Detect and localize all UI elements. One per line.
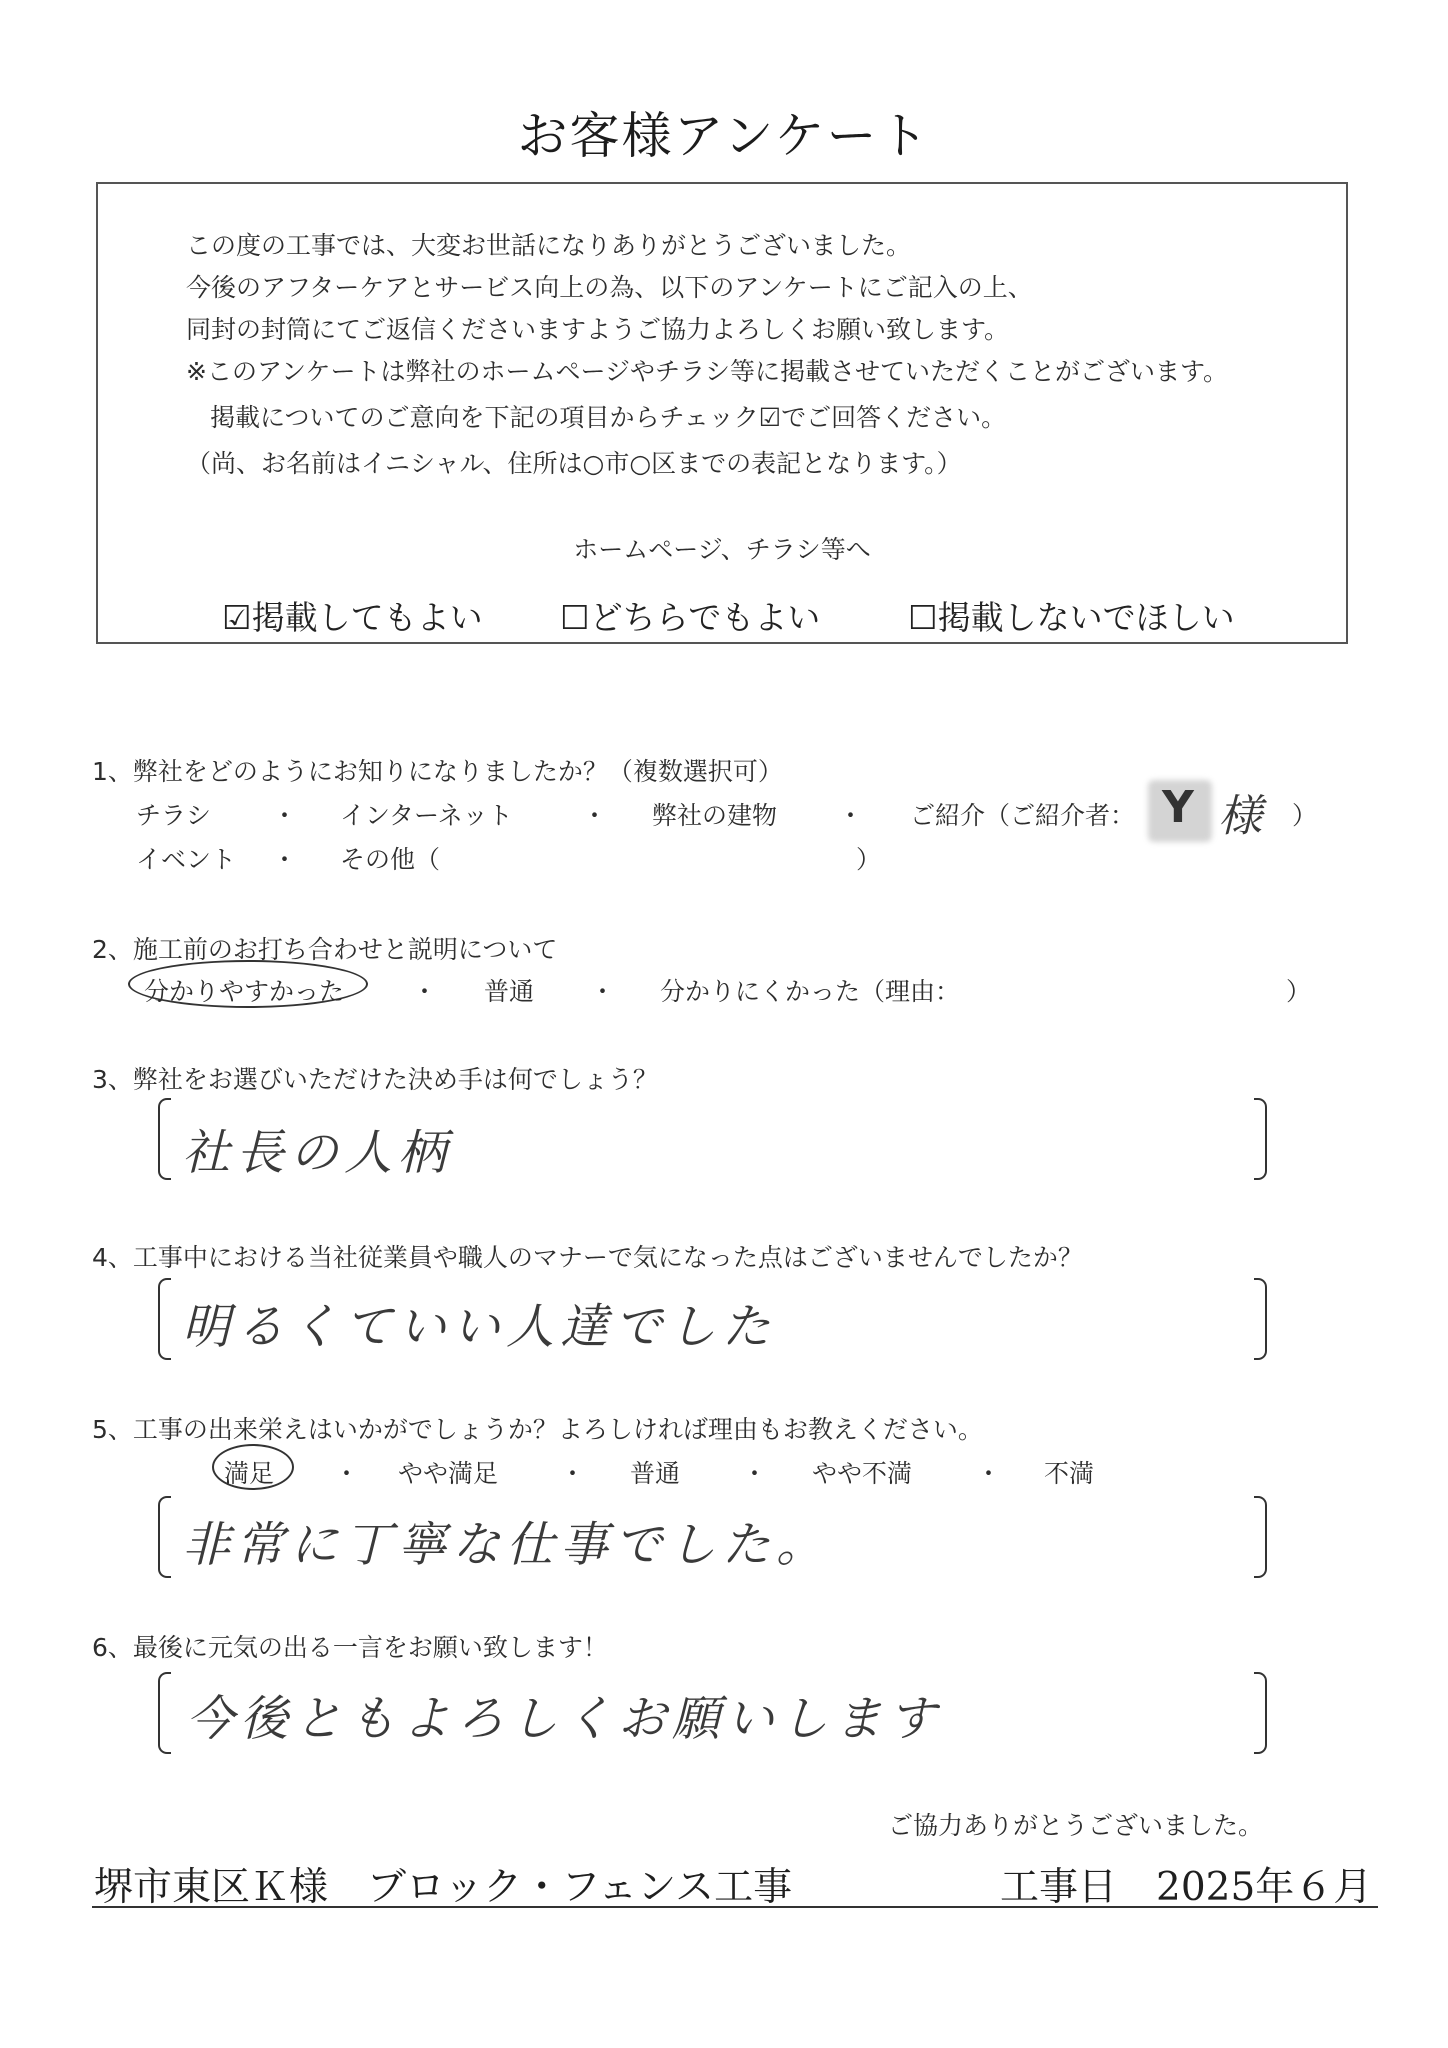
intro-line: 掲載についてのご意向を下記の項目からチェック☑でご回答ください。	[210, 403, 1007, 432]
q2-option-clear[interactable]: 分かりやすかった	[144, 977, 345, 1006]
q5-option-somewhat-dissatisfied[interactable]: やや不満	[812, 1459, 913, 1488]
q1-option-flyer[interactable]: チラシ	[136, 801, 212, 830]
answer-bracket-left	[158, 1278, 171, 1360]
q5-option-somewhat-satisfied[interactable]: やや満足	[398, 1459, 499, 1488]
q1-paren-close: ）	[856, 845, 882, 874]
q1-separator: ・	[272, 801, 298, 830]
q2-separator: ・	[590, 977, 616, 1006]
q2-separator: ・	[412, 977, 438, 1006]
footer-customer: 堺市東区Ｋ様 ブロック・フェンス工事	[94, 1865, 793, 1910]
q1-option-other[interactable]: その他（	[340, 845, 441, 874]
q1-option-internet[interactable]: インターネット	[340, 801, 513, 830]
q1-separator: ・	[838, 801, 864, 830]
q1-referrer-suffix: 様	[1218, 791, 1268, 842]
publish-heading: ホームページ、チラシ等へ	[573, 535, 871, 564]
intro-line: 同封の封筒にてご返信くださいますようご協力よろしくお願い致します。	[186, 315, 1010, 344]
q5-option-dissatisfied[interactable]: 不満	[1044, 1459, 1095, 1488]
q1-option-referral[interactable]: ご紹介（ご紹介者：	[910, 801, 1136, 830]
question-4: 4、工事中における当社従業員や職人のマナーで気になった点はございませんでしたか？	[92, 1243, 1083, 1272]
q2-option-normal[interactable]: 普通	[484, 977, 535, 1006]
q5-separator: ・	[976, 1459, 1002, 1488]
thanks-text: ご協力ありがとうございました。	[888, 1811, 1264, 1840]
q2-option-unclear[interactable]: 分かりにくかった（理由：	[660, 977, 961, 1006]
q4-answer: 明るくていい人達でした	[182, 1299, 777, 1355]
q1-option-event[interactable]: イベント	[136, 845, 237, 874]
question-1: 1、弊社をどのようにお知りになりましたか？（複数選択可）	[92, 757, 783, 786]
q2-paren-close: ）	[1286, 977, 1312, 1006]
q1-separator: ・	[582, 801, 608, 830]
q5-option-normal[interactable]: 普通	[630, 1459, 681, 1488]
intro-line: 今後のアフターケアとサービス向上の為、以下のアンケートにご記入の上、	[186, 273, 1033, 302]
answer-bracket-right	[1254, 1278, 1267, 1360]
answer-bracket-right	[1254, 1672, 1267, 1754]
intro-line: （尚、お名前はイニシャル、住所は○市○区までの表記となります。）	[186, 449, 962, 478]
answer-bracket-right	[1254, 1098, 1267, 1180]
question-2: 2、施工前のお打ち合わせと説明について	[92, 935, 558, 964]
answer-bracket-left	[158, 1496, 171, 1578]
q1-referrer-initial: Y	[1162, 782, 1194, 833]
q1-separator: ・	[272, 845, 298, 874]
q5-separator: ・	[742, 1459, 768, 1488]
q1-option-building[interactable]: 弊社の建物	[652, 801, 778, 830]
publish-option-no[interactable]: ☐掲載しないでほしい	[908, 598, 1235, 637]
answer-bracket-left	[158, 1098, 171, 1180]
q5-separator: ・	[560, 1459, 586, 1488]
q5-separator: ・	[334, 1459, 360, 1488]
intro-line: ※このアンケートは弊社のホームページやチラシ等に掲載させていただくことがございます。	[186, 357, 1228, 386]
q1-paren-close: ）	[1292, 801, 1318, 830]
question-3: 3、弊社をお選びいただけた決め手は何でしょう？	[92, 1065, 658, 1094]
footer-underline	[92, 1906, 1378, 1908]
q5-answer: 非常に丁寧な仕事でした。	[182, 1517, 831, 1573]
answer-bracket-left	[158, 1672, 171, 1754]
page-title: お客様アンケート	[517, 107, 931, 165]
q6-answer: 今後ともよろしくお願いします	[186, 1691, 943, 1747]
q5-option-satisfied[interactable]: 満足	[224, 1459, 275, 1488]
question-5: 5、工事の出来栄えはいかがでしょうか？よろしければ理由もお教えください。	[92, 1415, 983, 1444]
publish-option-ok[interactable]: ☑掲載してもよい	[222, 598, 483, 637]
question-6: 6、最後に元気の出る一言をお願い致します！	[92, 1633, 608, 1662]
intro-line: この度の工事では、大変お世話になりありがとうございました。	[186, 231, 912, 260]
q3-answer: 社長の人柄	[182, 1125, 453, 1181]
answer-bracket-right	[1254, 1496, 1267, 1578]
publish-option-either[interactable]: ☐どちらでもよい	[560, 598, 821, 637]
footer-date: 工事日 2025年６月	[1000, 1865, 1373, 1910]
